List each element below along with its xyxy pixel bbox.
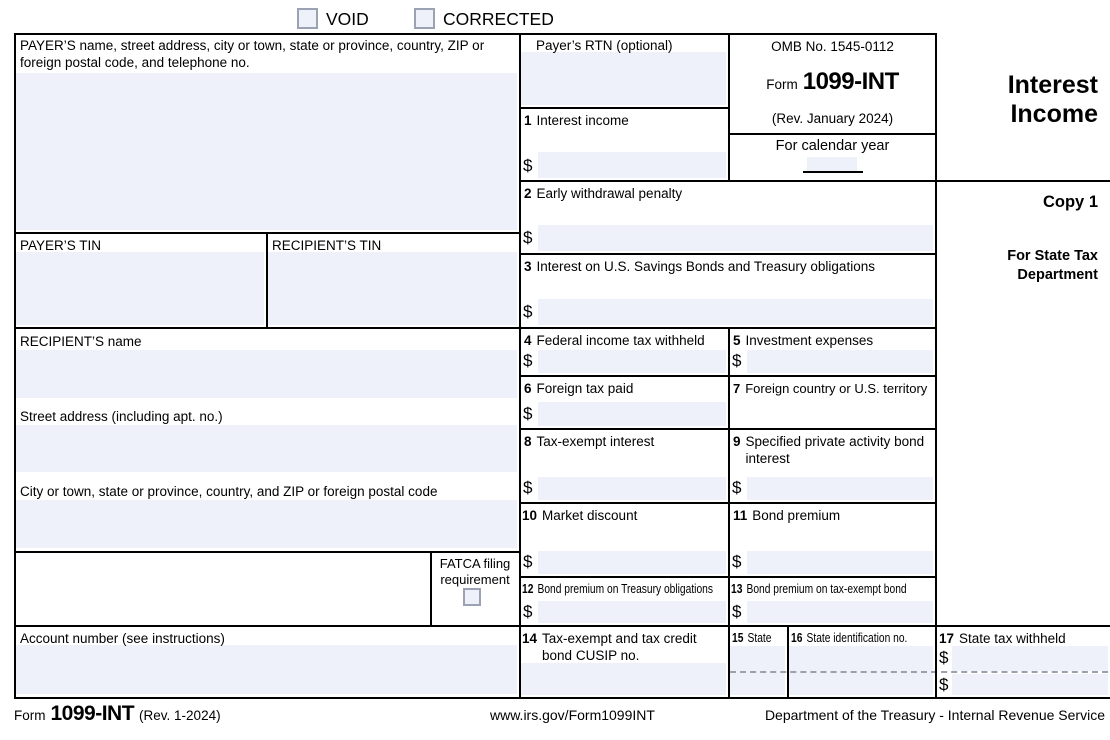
payer-tin-label: PAYER’S TIN xyxy=(20,238,102,253)
recipient-tin-input[interactable] xyxy=(268,252,517,325)
box17-text: State tax withheld xyxy=(959,631,1066,646)
revision-label: (Rev. January 2024) xyxy=(771,111,894,126)
box15-text: State xyxy=(747,631,772,645)
calendar-year-label: For calendar year xyxy=(775,138,890,154)
agency-label: Department of the Treasury - Internal Revenue Service xyxy=(764,707,1105,723)
payer-info-label: PAYER’S name, street address, city or town, state or province, country, ZIP or foreign postal code, and telephone no. xyxy=(20,38,485,70)
box5-text: Investment expenses xyxy=(745,333,874,348)
form-number: 1099-INT xyxy=(802,68,899,95)
divider-line xyxy=(519,428,935,430)
street-address-label: Street address (including apt. no.) xyxy=(20,409,223,424)
border-bottom xyxy=(14,697,1110,699)
box14-number: 14 xyxy=(522,631,538,646)
box4-label xyxy=(524,333,705,350)
box8-amount-input[interactable] xyxy=(538,477,726,500)
void-label: VOID xyxy=(326,9,369,29)
divider-line xyxy=(728,133,935,135)
box12-amount-input[interactable] xyxy=(538,601,726,623)
divider-line xyxy=(728,327,730,697)
box6-text: Foreign tax paid xyxy=(536,381,634,396)
box5-dollar-sign: $ xyxy=(732,351,742,370)
divider-line xyxy=(519,502,935,504)
divider-line xyxy=(14,551,519,553)
box7-label xyxy=(733,381,933,397)
box9-label xyxy=(733,434,929,467)
divider-line xyxy=(14,327,935,329)
box16-label xyxy=(791,631,907,647)
box13-number: 13 xyxy=(731,582,743,596)
box2-dollar-sign: $ xyxy=(523,228,533,247)
box10-dollar-sign: $ xyxy=(523,552,533,571)
form-word: Form xyxy=(766,77,798,92)
box4-dollar-sign: $ xyxy=(523,351,533,370)
divider-line xyxy=(519,180,1110,182)
box10-text: Market discount xyxy=(542,508,638,523)
footer-form-number: 1099-INT xyxy=(50,702,135,725)
box1-number: 1 xyxy=(524,113,532,128)
box8-number: 8 xyxy=(524,434,532,449)
box17-dollar-sign-top: $ xyxy=(939,648,949,667)
box13-amount-input[interactable] xyxy=(747,601,933,623)
rtn-input[interactable] xyxy=(521,52,726,105)
box4-number: 4 xyxy=(524,333,532,348)
payer-tin-input[interactable] xyxy=(16,252,264,325)
box6-label xyxy=(524,381,633,398)
box12-text: Bond premium on Treasury obligations xyxy=(537,582,713,596)
box11-number: 11 xyxy=(733,508,748,523)
box8-label xyxy=(524,434,654,451)
divider-line xyxy=(519,33,521,697)
box2-amount-input[interactable] xyxy=(538,225,933,251)
copy-for-line-2: Department xyxy=(1017,266,1098,283)
box9-number: 9 xyxy=(733,434,741,449)
divider-line xyxy=(266,232,268,327)
box17-amount-input-bottom[interactable] xyxy=(952,674,1108,695)
title-line-1: Interest xyxy=(1007,71,1098,99)
form-title xyxy=(730,68,935,96)
box2-text: Early withdrawal penalty xyxy=(536,186,683,201)
box13-text: Bond premium on tax-exempt bond xyxy=(746,582,907,596)
box11-label xyxy=(733,508,840,525)
box12-label xyxy=(522,582,713,598)
recipient-tin-label: RECIPIENT’S TIN xyxy=(272,238,382,253)
box11-amount-input[interactable] xyxy=(747,551,933,574)
box2-label xyxy=(524,186,682,203)
box16-text: State identification no. xyxy=(806,631,908,645)
divider-line xyxy=(519,375,935,377)
payer-info-input[interactable] xyxy=(16,73,517,230)
box3-amount-input[interactable] xyxy=(538,299,933,325)
border-left xyxy=(14,33,16,697)
box12-dollar-sign: $ xyxy=(523,602,533,621)
box10-number: 10 xyxy=(522,508,538,523)
void-checkbox[interactable] xyxy=(297,8,318,29)
box14-cusip-input[interactable] xyxy=(521,663,726,695)
calendar-year-underline xyxy=(803,171,863,173)
border-top xyxy=(14,33,935,35)
box6-number: 6 xyxy=(524,381,532,396)
box15-number: 15 xyxy=(732,631,744,645)
box16-number: 16 xyxy=(791,631,803,645)
account-number-label: Account number (see instructions) xyxy=(20,631,225,646)
box10-label xyxy=(522,508,637,525)
box14-text: Tax-exempt and tax credit bond CUSIP no. xyxy=(542,631,697,663)
divider-line xyxy=(519,253,935,255)
box17-dollar-sign-bottom: $ xyxy=(939,675,949,694)
fatca-checkbox[interactable] xyxy=(463,588,481,606)
account-number-input[interactable] xyxy=(16,645,517,694)
box17-amount-input-top[interactable] xyxy=(952,646,1108,671)
city-input[interactable] xyxy=(16,500,517,548)
box7-text: Foreign country or U.S. territory xyxy=(745,381,928,396)
box1-text: Interest income xyxy=(536,113,629,128)
recipient-name-input[interactable] xyxy=(16,350,517,398)
box6-amount-input[interactable] xyxy=(538,402,726,426)
box5-number: 5 xyxy=(733,333,741,348)
box17-number: 17 xyxy=(939,631,955,646)
divider-line xyxy=(14,625,1110,627)
divider-line xyxy=(935,33,937,697)
street-address-input[interactable] xyxy=(16,425,517,472)
divider-line xyxy=(430,551,432,625)
copy-label: Copy 1 xyxy=(1042,193,1098,211)
corrected-checkbox[interactable] xyxy=(414,8,435,29)
box15-label xyxy=(732,631,771,647)
box13-label xyxy=(731,582,907,598)
footer-form-word: Form xyxy=(14,708,46,723)
box3-number: 3 xyxy=(524,259,532,274)
box5-label xyxy=(733,333,873,350)
box8-dollar-sign: $ xyxy=(523,478,533,497)
box10-amount-input[interactable] xyxy=(538,551,726,574)
box1-dollar-sign: $ xyxy=(523,156,533,175)
omb-number: OMB No. 1545-0112 xyxy=(771,39,894,54)
copy-recipient-label xyxy=(1007,247,1098,285)
box12-number: 12 xyxy=(522,582,534,596)
box14-label xyxy=(522,631,708,664)
box2-number: 2 xyxy=(524,186,532,201)
box4-amount-input[interactable] xyxy=(538,350,726,373)
city-label: City or town, state or province, country, and ZIP or foreign postal code xyxy=(20,484,438,499)
irs-url[interactable]: www.irs.gov/Form1099INT xyxy=(490,707,655,723)
calendar-year-input[interactable] xyxy=(807,157,857,171)
box9-dollar-sign: $ xyxy=(732,478,742,497)
footer-revision: (Rev. 1-2024) xyxy=(139,708,221,723)
form-main-title xyxy=(1008,71,1098,129)
divider-line xyxy=(519,107,728,109)
box11-text: Bond premium xyxy=(752,508,841,523)
divider-line xyxy=(787,625,789,697)
box13-dollar-sign: $ xyxy=(732,602,742,621)
box1-amount-input[interactable] xyxy=(538,152,726,178)
box6-dollar-sign: $ xyxy=(523,404,533,423)
box4-text: Federal income tax withheld xyxy=(536,333,705,348)
corrected-label: CORRECTED xyxy=(443,9,554,29)
divider-line xyxy=(519,576,935,578)
box3-label xyxy=(524,259,875,276)
box1-label xyxy=(524,113,629,130)
footer-form-id xyxy=(14,702,221,726)
box5-amount-input[interactable] xyxy=(747,350,933,373)
box8-text: Tax-exempt interest xyxy=(536,434,655,449)
box7-number: 7 xyxy=(733,381,741,396)
recipient-name-label: RECIPIENT’S name xyxy=(20,334,142,349)
box3-text: Interest on U.S. Savings Bonds and Treasury obligations xyxy=(536,259,875,274)
box3-dollar-sign: $ xyxy=(523,302,533,321)
copy-for-line-1: For State Tax xyxy=(1007,248,1098,264)
box9-amount-input[interactable] xyxy=(747,477,933,500)
rtn-label: Payer’s RTN (optional) xyxy=(536,38,673,53)
box9-text: Specified private activity bond interest xyxy=(745,434,925,466)
box17-label xyxy=(939,631,1066,648)
box11-dollar-sign: $ xyxy=(732,552,742,571)
fatca-label: FATCA filing requirement xyxy=(439,556,511,588)
title-line-2: Income xyxy=(1010,99,1098,128)
